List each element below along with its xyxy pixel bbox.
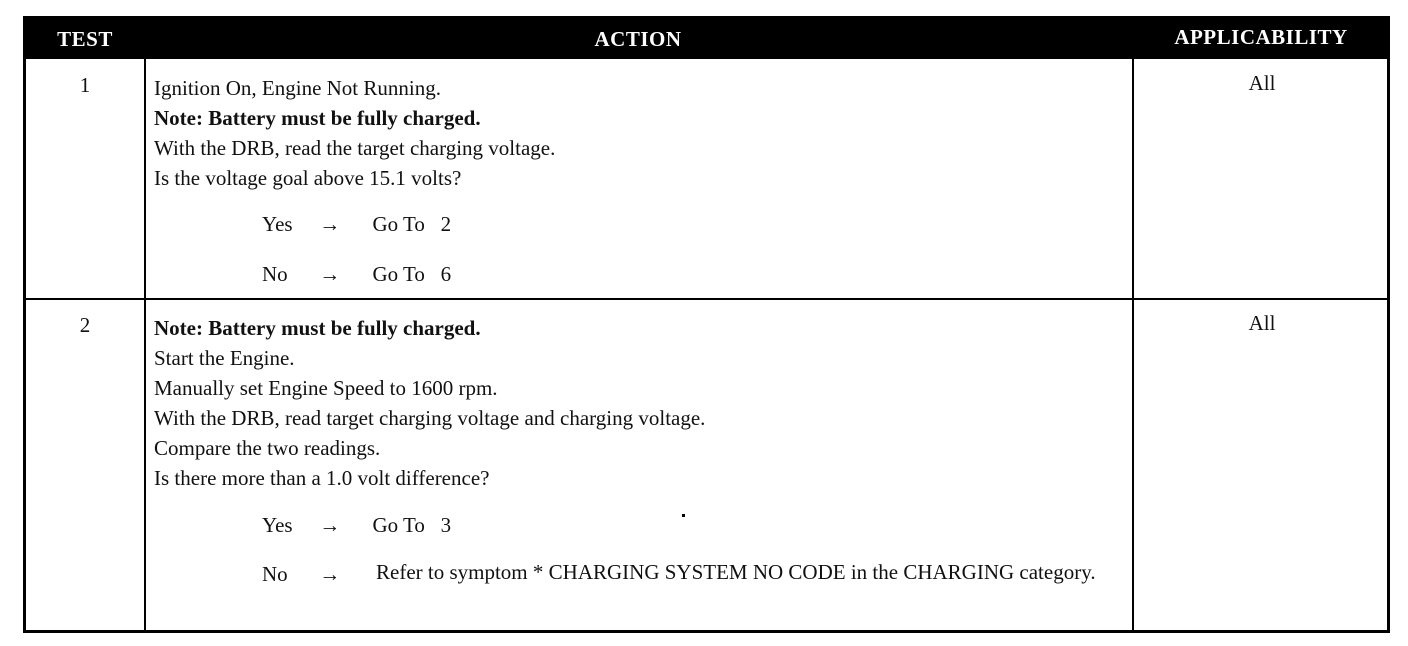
action-note: Note: Battery must be fully charged. [154, 106, 481, 130]
answer-yes [262, 212, 451, 237]
answer-result: Refer to symptom * CHARGING SYSTEM NO CODE in the CHARGING category. [376, 560, 1096, 584]
answer-no [262, 562, 367, 587]
applicability-value: All [1248, 311, 1276, 335]
action-line: With the DRB, read the target charging voltage. [154, 136, 556, 160]
arrow-icon: → [319, 562, 341, 586]
applicability-value: All [1248, 71, 1276, 95]
table-header [26, 19, 1387, 59]
action-line: Ignition On, Engine Not Running. [154, 76, 441, 100]
arrow-icon: → [319, 513, 341, 537]
scan-speck [682, 514, 685, 517]
header-action: ACTION [594, 27, 682, 51]
answer-label: No [262, 262, 288, 286]
action-line: Is the voltage goal above 15.1 volts? [154, 166, 462, 190]
test-number: 1 [79, 73, 91, 97]
row-divider [26, 298, 1387, 300]
answer-result: Go To 2 [372, 212, 452, 236]
action-line: With the DRB, read target charging voltage and charging voltage. [154, 406, 706, 430]
test-number: 2 [79, 313, 91, 337]
action-line: Start the Engine. [154, 346, 295, 370]
action-text [154, 313, 705, 493]
test-table [23, 16, 1390, 633]
header-test: TEST [57, 27, 113, 51]
arrow-icon: → [319, 212, 341, 236]
column-divider [1132, 59, 1134, 630]
answer-label: Yes [262, 212, 293, 236]
action-note: Note: Battery must be fully charged. [154, 316, 481, 340]
answer-result: Go To 6 [372, 262, 452, 286]
answer-label: No [262, 562, 288, 586]
answer-no [262, 262, 451, 287]
answer-yes [262, 513, 451, 538]
header-applicability: APPLICABILITY [1174, 25, 1348, 49]
answer-result: Go To 3 [372, 513, 452, 537]
action-line: Compare the two readings. [154, 436, 381, 460]
arrow-icon: → [319, 262, 341, 286]
action-text [154, 73, 555, 193]
action-line: Manually set Engine Speed to 1600 rpm. [154, 376, 498, 400]
column-divider [144, 59, 146, 630]
answer-label: Yes [262, 513, 293, 537]
action-line: Is there more than a 1.0 volt difference? [154, 466, 490, 490]
